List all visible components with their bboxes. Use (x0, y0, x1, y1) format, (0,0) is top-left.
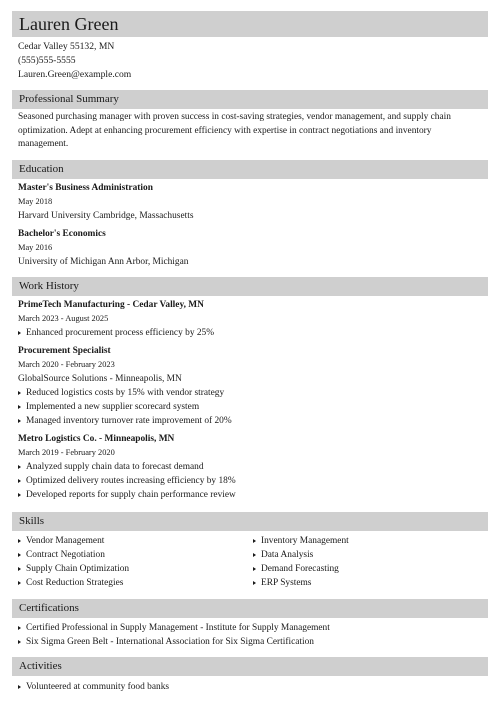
address: Cedar Valley 55132, MN (18, 41, 115, 52)
section-title: Professional Summary (19, 93, 119, 105)
section-title: Work History (19, 280, 79, 292)
date: March 2023 - August 2025 (18, 314, 109, 323)
section-header-education (12, 160, 488, 179)
section-header-summary (12, 90, 488, 109)
date: May 2018 (18, 197, 53, 206)
section-header-certifications (12, 599, 488, 618)
skill-item: Inventory Management (253, 534, 483, 548)
skill-item: Supply Chain Optimization (18, 562, 253, 576)
bullet-list (18, 460, 484, 502)
skill-item: ERP Systems (253, 576, 483, 590)
list-item: Optimized delivery routes increasing efficiency by 18% (18, 474, 484, 488)
section-header-activities (12, 657, 488, 676)
education-entry (18, 228, 484, 269)
skills-list (18, 534, 484, 590)
work-entry (18, 433, 484, 502)
list-item: Certified Professional in Supply Management - Institute for Supply Management (18, 621, 484, 635)
section-title: Activities (19, 660, 62, 672)
job-title: PrimeTech Manufacturing - Cedar Valley, MN (18, 300, 204, 310)
job-title: Metro Logistics Co. - Minneapolis, MN (18, 434, 175, 444)
education-entry (18, 182, 484, 223)
activities-list (18, 680, 484, 694)
list-item: Reduced logistics costs by 15% with vendor strategy (18, 386, 484, 400)
candidate-name: Lauren Green (19, 14, 119, 34)
list-item: Managed inventory turnover rate improvement of 20% (18, 414, 484, 428)
work-entry (18, 345, 484, 428)
bullet-list (18, 326, 484, 340)
skills-column-left (18, 534, 253, 590)
skill-item: Vendor Management (18, 534, 253, 548)
list-item: Six Sigma Green Belt - International Association for Six Sigma Certification (18, 635, 484, 649)
degree: Bachelor's Economics (18, 229, 106, 239)
school: Harvard University Cambridge, Massachusetts (18, 211, 194, 221)
skill-item: Demand Forecasting (253, 562, 483, 576)
skills-column-right (253, 534, 483, 590)
skill-item: Cost Reduction Strategies (18, 576, 253, 590)
degree: Master's Business Administration (18, 183, 153, 193)
email: Lauren.Green@example.com (18, 69, 132, 80)
list-item: Implemented a new supplier scorecard system (18, 400, 484, 414)
list-item: Enhanced procurement process efficiency by 25% (18, 326, 484, 340)
skill-item: Contract Negotiation (18, 548, 253, 562)
section-title: Education (19, 163, 64, 175)
summary-text: Seasoned purchasing manager with proven success in cost-saving strategies, vendor management, and supply chain optimization. Adept at enhancing procurement efficiency with expertise in contract negotiations and inventory management. (18, 112, 451, 149)
company: GlobalSource Solutions - Minneapolis, MN (18, 374, 182, 384)
section-header-work (12, 277, 488, 296)
job-title: Procurement Specialist (18, 346, 111, 356)
list-item: Volunteered at community food banks (18, 680, 484, 694)
section-title: Certifications (19, 602, 79, 614)
date: May 2016 (18, 243, 53, 252)
date: March 2019 - February 2020 (18, 448, 115, 457)
list-item: Developed reports for supply chain performance review (18, 488, 484, 502)
name-header (12, 11, 488, 37)
bullet-list (18, 386, 484, 428)
work-entry (18, 299, 484, 340)
date: March 2020 - February 2023 (18, 360, 115, 369)
certifications-list (18, 621, 484, 649)
section-header-skills (12, 512, 488, 531)
phone: (555)555-5555 (18, 55, 76, 66)
list-item: Analyzed supply chain data to forecast demand (18, 460, 484, 474)
contact-info (18, 40, 131, 82)
section-title: Skills (19, 515, 45, 527)
school: University of Michigan Ann Arbor, Michigan (18, 257, 189, 267)
skill-item: Data Analysis (253, 548, 483, 562)
